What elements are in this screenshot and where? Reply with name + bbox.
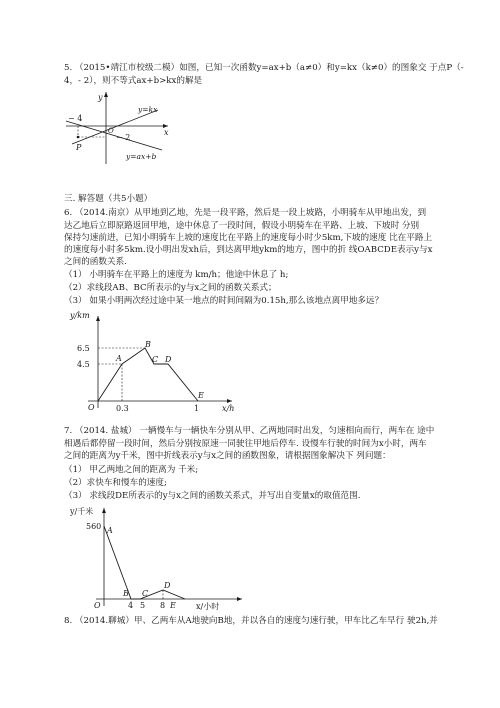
problem8-text-line1: 8. （2014.聊城）甲、乙两车从A地驶向B地，并以各自的速度匀速行驶，甲车比乙车早行 驶2h,并 — [64, 616, 438, 626]
p7-x-tick-label: 5 — [140, 601, 146, 610]
p6-data-polyline — [98, 348, 198, 401]
p5-y-tick-label: − 2 — [116, 133, 131, 142]
problem6-question-2: （2）求线段AB、BC所表示的y与x之间的函数关系式； — [64, 283, 277, 293]
p6-y-tick-label: 6.5 — [77, 344, 90, 353]
p7-origin-label: O — [94, 601, 101, 610]
problem7-text-line: 7. （2014. 盐城） 一辆慢车与一辆快车分别从甲、乙两地同时出发，匀速相向而行，两车在 途中 — [64, 426, 435, 436]
problem7-question-3: （3） 求线段DE所表示的y与x之间的函数关系式，并写出自变量x的取值范围. — [64, 491, 361, 501]
p5-x-tick-label: − 4 — [68, 114, 83, 123]
problem5-text-line2: 4，- 2），则不等式ax+b>kx的解是 — [64, 76, 203, 86]
problem7-text-line: 之间的距离为y千米，图中折线表示y与x之间的函数图象，请根据图象解决下 列问题： — [64, 451, 391, 461]
p5-line-axb-label: y=ax+b — [126, 152, 157, 161]
p6-y-tick-label: 4.5 — [77, 360, 90, 369]
problem7-question-2: （2）求快车和慢车的速度; — [64, 478, 167, 488]
p6-x-arrow — [227, 399, 232, 403]
p6-point-label-c: C — [152, 355, 159, 364]
p6-point-label-d: D — [165, 355, 172, 364]
p6-point-label-e: E — [198, 391, 204, 400]
problem6-text-line: 之间的函数关系. — [64, 257, 127, 267]
p7-point-label-d: D — [164, 581, 171, 590]
p7-point-label-a: A — [107, 526, 113, 535]
p6-point-label-a: A — [116, 354, 122, 363]
problem6-question-3: （3） 如果小明两次经过途中某一地点的时间间隔为0.15h,那么该地点离甲地多远？ — [64, 296, 384, 306]
problem5-text-line1: 5. （2015•靖江市校级二模）如图，已知一次函数y=ax+b（a≠0）和y=kx（k≠0）的图象交 于点P（- — [64, 63, 464, 73]
section-heading: 三. 解答题（共5小题） — [64, 194, 153, 204]
problem6-chart — [66, 308, 238, 414]
p5-y-arrow — [104, 92, 108, 97]
p7-point-label-c: C — [142, 589, 149, 598]
problem6-text-line: 达乙地后立即原路返回甲地，途中休息了一段时间，假设小明骑车在平路、上坡、下坡时 分别 — [64, 221, 420, 231]
p5-point-p — [77, 136, 80, 139]
p5-origin-label: O — [108, 127, 114, 135]
p7-y-axis-label: y/千米 — [70, 507, 94, 516]
p7-x-tick-label: 4 — [128, 601, 134, 610]
problem7-chart — [66, 502, 248, 612]
p6-x-tick-label: 0.3 — [116, 404, 129, 413]
p6-x-axis-label: x/h — [222, 404, 235, 413]
p6-y-axis-label: y/km — [70, 311, 90, 320]
p6-point-label-b: B — [145, 340, 151, 349]
problem5-figure — [62, 88, 172, 166]
problem7-text-line: 相遇后都停留一段时间，然后分别按原速一同驶往甲地后停车. 设慢车行驶的时间为x小时，两车 — [64, 439, 427, 449]
p6-y-arrow — [96, 316, 100, 321]
p7-y-arrow — [102, 508, 106, 513]
p7-x-tick-label: 8 — [160, 601, 166, 610]
p7-x-axis-label: x/小时 — [196, 602, 220, 611]
problem6-text-line: 的速度每小时多5km.设小明出发xh后，到达离甲地ykm的地方，图中的折 线OABCDE表示y与x — [64, 245, 433, 255]
p5-point-p-label: P — [76, 143, 82, 152]
p5-line-kx-label: y=kx — [138, 105, 158, 114]
problem7-question-1: （1） 甲乙两地之间的距离为 千米; — [64, 465, 199, 475]
problem6-question-1: （1） 小明骑车在平路上的速度为 km/h；他途中休息了 h; — [64, 270, 289, 280]
p5-y-label: y — [98, 93, 103, 102]
p7-x-arrow — [237, 597, 242, 601]
p6-x-tick-label: 1 — [194, 404, 200, 413]
problem6-text-line: 保持匀速前进，已知小明骑车上坡的速度比在平路上的速度每小时少5km,下坡的速度 比在平路上 — [64, 233, 433, 243]
problem6-text-line: 6. （2014.南京）从甲地到乙地，先是一段平路，然后是一段上坡路，小明骑车从甲地出发，到 — [64, 208, 427, 218]
p7-y-tick-label: 560 — [86, 522, 102, 531]
p6-origin-label: O — [88, 403, 95, 412]
p7-point-label-b: B — [123, 589, 129, 598]
p5-x-label: x — [164, 128, 169, 137]
p7-point-label-e: E — [170, 601, 176, 610]
